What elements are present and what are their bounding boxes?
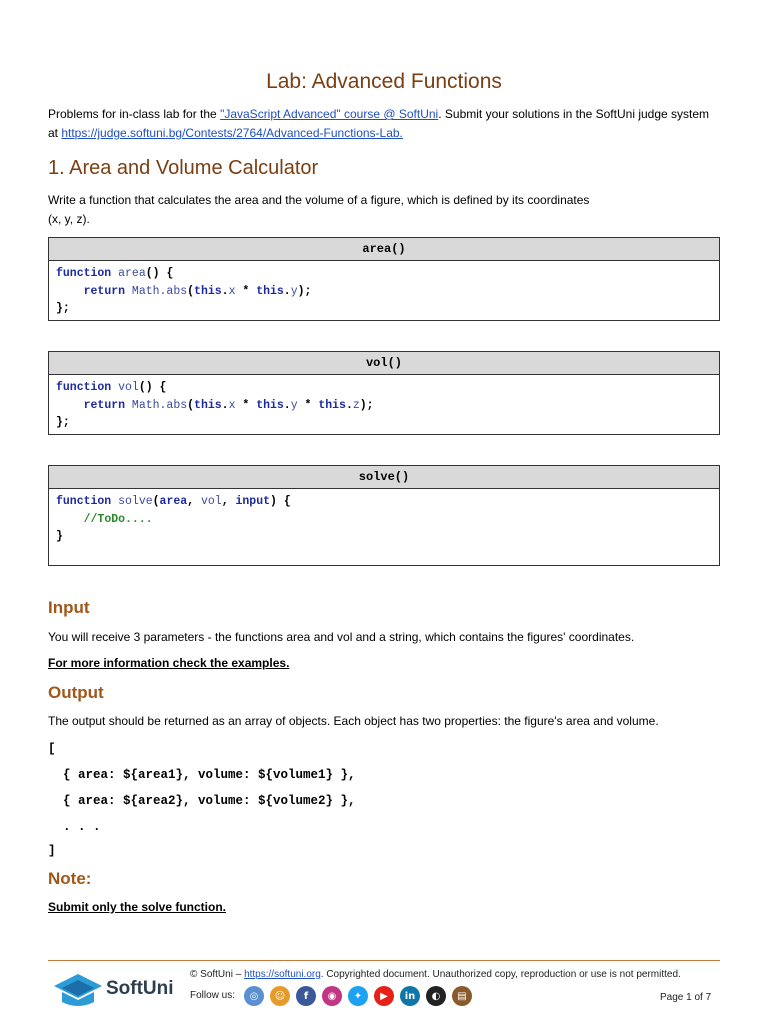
output-format-line: ] [48,844,56,858]
description-line-1: Write a function that calculates the area and the volume of a figure, which is defined by its coordinates [48,193,590,207]
note-text: Submit only the solve function. [48,900,227,914]
softuni-icon[interactable]: ◎ [244,986,264,1006]
page-title: Lab: Advanced Functions [266,70,502,93]
code-block-area [48,237,720,321]
github-icon[interactable]: ◐ [426,986,446,1006]
section-heading: 1. Area and Volume Calculator [48,157,319,179]
copyright-notice [190,969,681,980]
output-heading: Output [48,683,104,702]
softuni-books-icon[interactable]: ▤ [452,986,472,1006]
instagram-icon[interactable]: ◉ [322,986,342,1006]
social-links [244,986,472,1006]
copyright-prefix: © SoftUni – [190,969,245,980]
output-format-line: { area: ${area2}, volume: ${volume2} }, [48,794,356,808]
linkedin-icon[interactable]: in [400,986,420,1006]
input-heading: Input [48,598,90,617]
code-block-vol [48,351,720,435]
code-content: function vol() { return Math.abs(this.x * this.y * this.z); }; [56,381,374,429]
judge-link[interactable]: https://judge.softuni.bg/Contests/2764/Advanced-Functions-Lab. [61,126,403,140]
intro-paragraph [48,105,720,143]
softuni-creative-icon[interactable]: ☺ [270,986,290,1006]
page-number: Page 1 of 7 [660,992,712,1003]
footer-divider [48,960,720,961]
twitter-icon[interactable]: ✦ [348,986,368,1006]
course-link[interactable]: "JavaScript Advanced" course @ SoftUni [220,107,439,121]
output-format-line: [ [48,742,56,756]
code-content: function area() { return Math.abs(this.x * this.y); }; [56,267,312,315]
output-format-line: . . . [48,820,101,834]
softuni-org-link[interactable]: https://softuni.org [244,969,321,980]
code-block-solve [48,465,720,566]
output-format-line: { area: ${area1}, volume: ${volume1} }, [48,768,356,782]
code-header: vol() [49,352,719,375]
input-text: You will receive 3 parameters - the functions area and vol and a string, which contains the figures' coordinates. [48,630,635,644]
description-line-2: (x, y, z). [48,212,90,226]
code-header: solve() [49,466,719,489]
output-text: The output should be returned as an array of objects. Each object has two properties: the figure's area and volume. [48,714,659,728]
code-content: function solve(area, vol, input) { //ToDo.... } [56,495,291,543]
intro-text: Problems for in-class lab for the [48,107,221,121]
intro-text-middle: . Submit your solutions in the SoftUni judge system at [48,107,710,140]
follow-us-label: Follow us: [190,990,236,1001]
section-description [48,191,720,229]
code-header: area() [49,238,719,261]
facebook-icon[interactable]: f [296,986,316,1006]
examples-note: For more information check the examples. [48,656,290,670]
youtube-icon[interactable]: ▶ [374,986,394,1006]
copyright-suffix: . Copyrighted document. Unauthorized copy, reproduction or use is not permitted. [320,969,681,980]
logo-text: SoftUni [106,978,174,999]
note-heading: Note: [48,869,92,888]
